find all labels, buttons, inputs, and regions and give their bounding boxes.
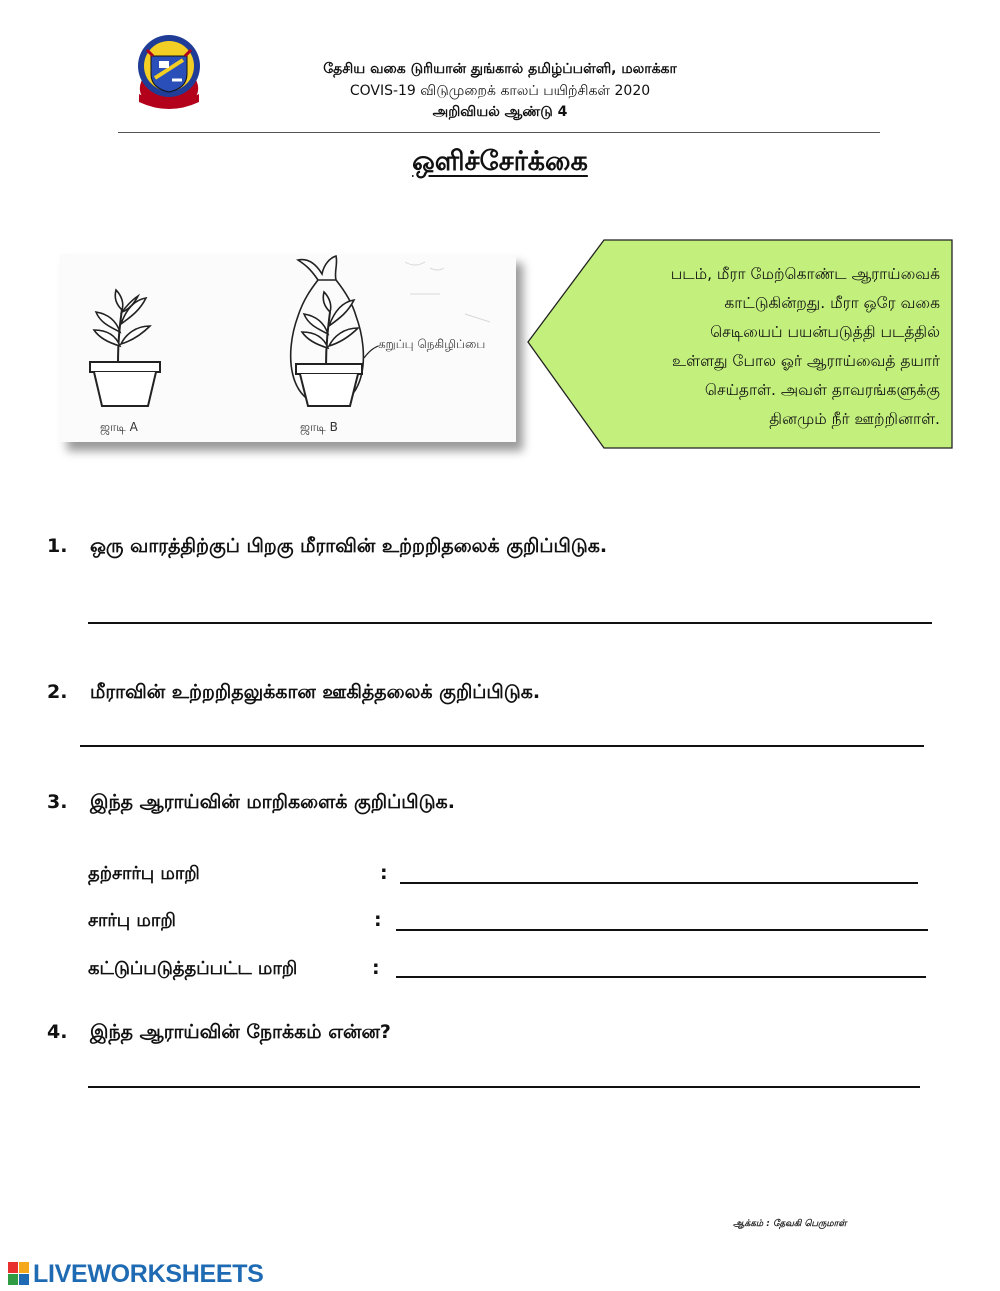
answer-line-4[interactable] [88, 1086, 920, 1088]
question-3-text: இந்த ஆராய்வின் மாறிகளைக் குறிப்பிடுக. [90, 791, 455, 813]
callout-line: படம், மீரா மேற்கொண்ட ஆராய்வைக் [670, 265, 940, 283]
question-2-text: மீராவின் உற்றறிதலுக்கான ஊகித்தலைக் குறிப்பிடுக. [90, 681, 541, 703]
callout-line: செய்தாள். அவள் தாவரங்களுக்கு [704, 381, 940, 399]
callout-line: தினமும் நீர் ஊற்றினாள். [769, 410, 940, 428]
author-credit: ஆக்கம் : தேவகி பெருமாள் [733, 1219, 847, 1229]
variable-colon: : [374, 909, 382, 931]
jar-b-label: ஜாடி B [300, 420, 338, 434]
plant-a-drawing [90, 290, 160, 406]
header-divider [118, 132, 880, 133]
question-3-number: 3. [47, 791, 68, 813]
answer-line-manipulated-variable[interactable] [400, 882, 918, 884]
answer-line-controlled-variable[interactable] [396, 976, 926, 978]
question-1-number: 1. [47, 535, 68, 557]
variable-label-controlled: கட்டுப்படுத்தப்பட்ட மாறி [88, 958, 298, 979]
school-logo [133, 30, 205, 110]
page-title: ஒளிச்சேர்க்கை [412, 146, 588, 177]
callout-line: காட்டுகின்றது. மீரா ஒரே வகை [724, 294, 940, 312]
question-4-text: இந்த ஆராய்வின் நோக்கம் என்ன? [90, 1021, 391, 1043]
jar-a-label: ஜாடி A [100, 420, 138, 434]
liveworksheets-logo-icon [8, 1262, 30, 1286]
question-2-number: 2. [47, 681, 68, 703]
subject-line: அறிவியல் ஆண்டு 4 [432, 104, 568, 120]
variable-colon: : [380, 862, 388, 884]
question-1-text: ஒரு வாரத்திற்குப் பிறகு மீராவின் உற்றறிதலைக் குறிப்பிடுக. [90, 535, 608, 557]
answer-line-1[interactable] [88, 622, 932, 624]
answer-line-responding-variable[interactable] [396, 929, 928, 931]
experiment-description-callout [524, 236, 956, 454]
black-bag-label: கறுப்பு நெகிழிப்பை [378, 337, 486, 351]
callout-line: செடியைப் பயன்படுத்தி படத்தில் [710, 323, 940, 341]
plant-b-drawing [291, 256, 378, 406]
answer-line-2[interactable] [80, 745, 924, 747]
program-title: COVIS-19 விடுமுறைக் காலப் பயிற்சிகள் 2020 [349, 83, 651, 99]
question-4-number: 4. [47, 1021, 68, 1043]
variable-label-manipulated: தற்சார்பு மாறி [88, 863, 200, 884]
liveworksheets-watermark[interactable] [8, 1259, 264, 1289]
experiment-figure [60, 254, 516, 442]
liveworksheets-text: LIVEWORKSHEETS [33, 1259, 264, 1288]
variable-colon: : [372, 957, 380, 979]
callout-line: உள்ளது போல ஓர் ஆராய்வைத் தயார் [672, 352, 940, 370]
school-name: தேசிய வகை டுரியான் துங்கால் தமிழ்ப்பள்ளி, மலாக்கா [323, 61, 677, 77]
variable-label-responding: சார்பு மாறி [88, 910, 176, 931]
